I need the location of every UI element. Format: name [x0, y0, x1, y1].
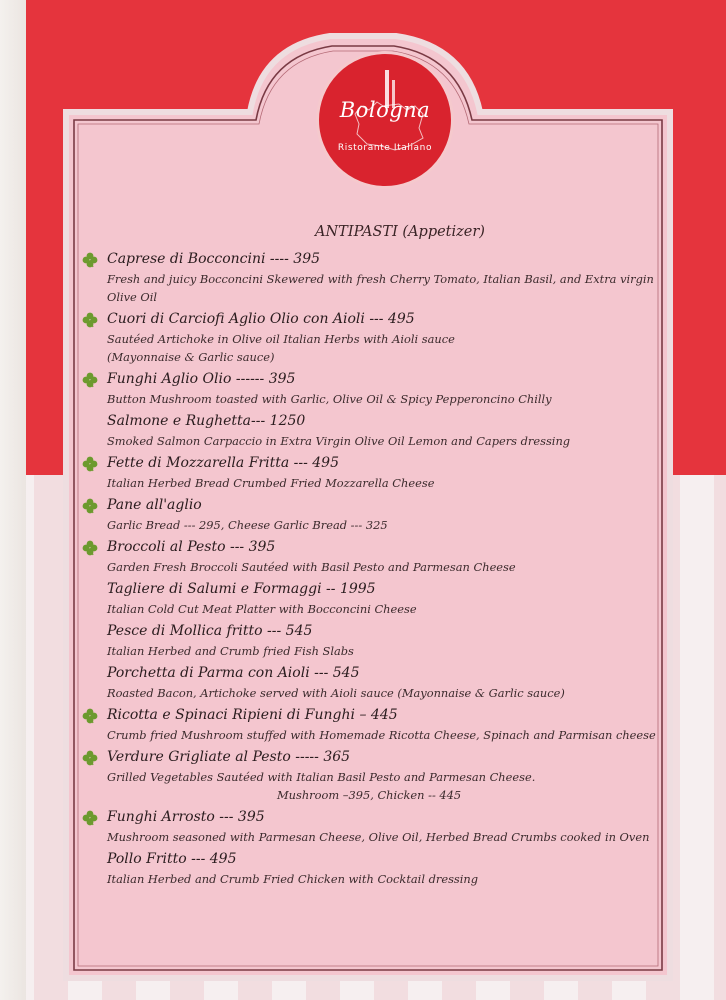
logo-tagline: Ristorante Italiano [337, 143, 433, 153]
menu-item [80, 747, 680, 804]
menu-item-description: Roasted Bacon, Artichoke served with Aioli sauce (Mayonnaise & Garlic sauce) [107, 686, 565, 700]
menu-item-description: Crumb fried Mushroom stuffed with Homemade Ricotta Cheese, Spinach and Parmisan cheese [107, 728, 656, 742]
menu-item [80, 621, 680, 660]
menu-item [80, 309, 680, 366]
menu-item [80, 453, 680, 492]
menu-item-name: Pesce di Mollica fritto --- 545 [107, 623, 313, 639]
clover-bullet-icon [82, 372, 98, 388]
section-title: ANTIPASTI (Appetizer) [315, 224, 485, 240]
menu-item-variants: Mushroom –395, Chicken -- 445 [277, 788, 462, 802]
logo-name: Bologna [339, 98, 431, 122]
menu-item [80, 537, 680, 576]
clover-bullet-icon [82, 312, 98, 328]
menu-item-description: Mushroom seasoned with Parmesan Cheese, Olive Oil, Herbed Bread Crumbs cooked in Oven [107, 830, 650, 844]
menu-item [80, 579, 680, 618]
menu-item-name: Broccoli al Pesto --- 395 [107, 539, 276, 555]
menu-items-list [80, 249, 680, 888]
menu-item-description: Italian Cold Cut Meat Platter with Bocconcini Cheese [107, 602, 417, 616]
menu-item [80, 849, 680, 888]
menu-item [80, 495, 680, 534]
menu-item-name: Cuori di Carciofi Aglio Olio con Aioli --- 495 [107, 311, 415, 327]
menu-item [80, 663, 680, 702]
menu-content [80, 224, 680, 891]
menu-item-description: Italian Herbed and Crumb fried Fish Slabs [107, 644, 354, 658]
menu-item-name: Ricotta e Spinaci Ripieni di Funghi – 445 [107, 707, 398, 723]
menu-item [80, 249, 680, 306]
clover-bullet-icon [82, 498, 98, 514]
menu-item-description: Olive Oil [107, 290, 158, 304]
clover-bullet-icon [82, 708, 98, 724]
menu-item-description: Italian Herbed and Crumb Fried Chicken with Cocktail dressing [107, 872, 479, 886]
menu-item [80, 369, 680, 408]
menu-item [80, 411, 680, 450]
clover-bullet-icon [82, 456, 98, 472]
menu-item-name: Porchetta di Parma con Aioli --- 545 [107, 665, 360, 681]
menu-item-description: Sautéed Artichoke in Olive oil Italian Herbs with Aioli sauce [107, 332, 455, 346]
menu-item-name: Funghi Aglio Olio ------ 395 [107, 371, 296, 387]
menu-item-description: Fresh and juicy Bocconcini Skewered with fresh Cherry Tomato, Italian Basil, and Extra virgin [107, 272, 654, 286]
clover-bullet-icon [82, 540, 98, 556]
menu-item-description: Smoked Salmon Carpaccio in Extra Virgin Olive Oil Lemon and Capers dressing [107, 434, 571, 448]
restaurant-logo [316, 51, 454, 189]
menu-item-name: Caprese di Bocconcini ---- 395 [107, 251, 321, 267]
menu-item-name: Verdure Grigliate al Pesto ----- 365 [107, 749, 351, 765]
menu-item-description: Italian Herbed Bread Crumbed Fried Mozzarella Cheese [107, 476, 435, 490]
clover-bullet-icon [82, 810, 98, 826]
menu-item-description: Garlic Bread --- 295, Cheese Garlic Bread --- 325 [107, 518, 388, 532]
menu-item-description: Garden Fresh Broccoli Sautéed with Basil Pesto and Parmesan Cheese [107, 560, 516, 574]
menu-item-name: Funghi Arrosto --- 395 [107, 809, 265, 825]
menu-item-name: Tagliere di Salumi e Formaggi -- 1995 [107, 581, 376, 597]
menu-item-name: Pollo Fritto --- 495 [107, 851, 237, 867]
menu-item-description: Grilled Vegetables Sautéed with Italian Basil Pesto and Parmesan Cheese. [107, 770, 536, 784]
clover-bullet-icon [82, 750, 98, 766]
menu-item-description: Button Mushroom toasted with Garlic, Olive Oil & Spicy Pepperoncino Chilly [107, 392, 552, 406]
menu-item-name: Fette di Mozzarella Fritta --- 495 [107, 455, 339, 471]
menu-item-description: (Mayonnaise & Garlic sauce) [107, 350, 275, 364]
menu-item [80, 807, 680, 846]
clover-bullet-icon [82, 252, 98, 268]
menu-item-name: Salmone e Rughetta--- 1250 [107, 413, 306, 429]
menu-item-name: Pane all'aglio [107, 497, 202, 513]
menu-item [80, 705, 680, 744]
